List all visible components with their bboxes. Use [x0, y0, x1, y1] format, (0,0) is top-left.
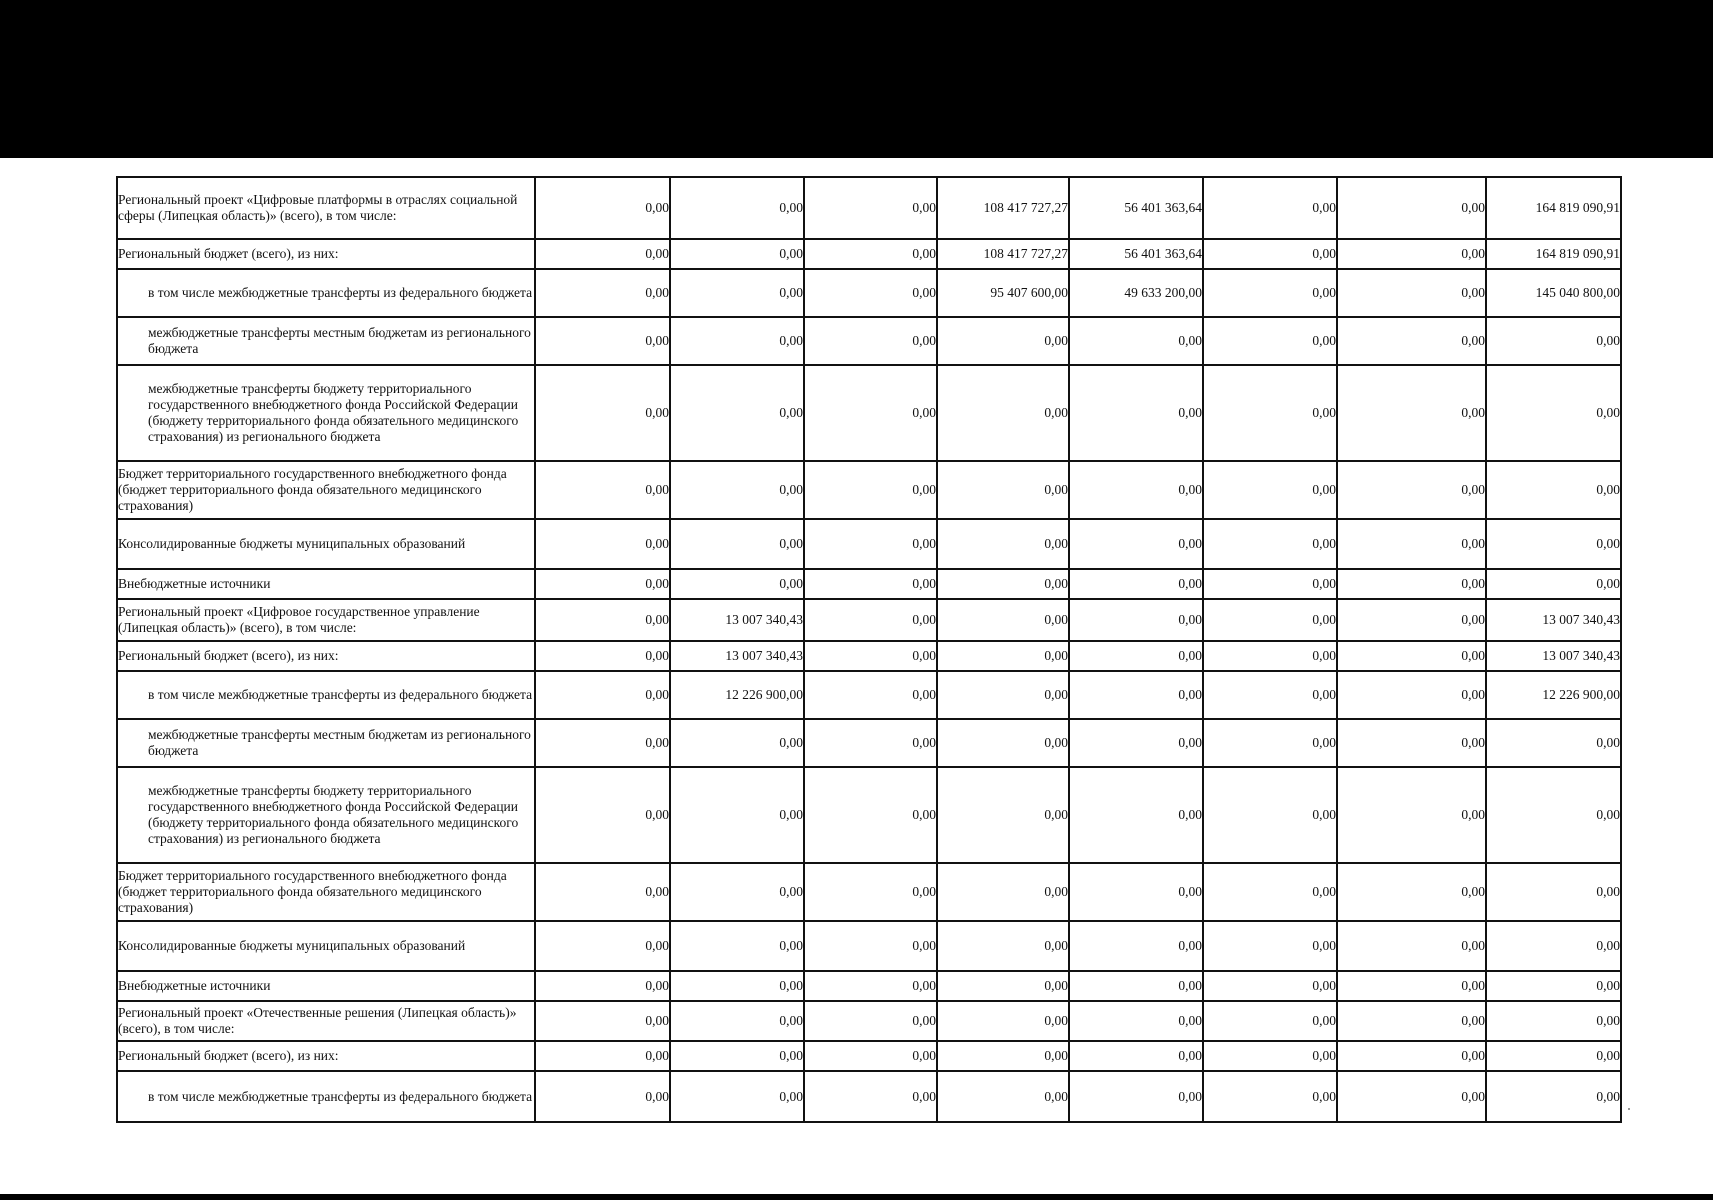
- amount-cell: 0,00: [1486, 317, 1621, 365]
- row-label-indented: в том числе межбюджетные трансферты из федерального бюджета: [117, 1071, 535, 1122]
- amount-cell: 0,00: [1069, 921, 1203, 971]
- amount-cell: 0,00: [1337, 921, 1486, 971]
- table-row: [117, 1001, 1621, 1041]
- amount-cell: 0,00: [1337, 461, 1486, 519]
- amount-cell: 0,00: [670, 461, 804, 519]
- amount-cell: 49 633 200,00: [1069, 269, 1203, 317]
- amount-cell: 0,00: [804, 671, 937, 719]
- amount-cell: 0,00: [937, 569, 1069, 599]
- amount-cell: 0,00: [1337, 1071, 1486, 1122]
- amount-cell: 0,00: [1203, 177, 1337, 239]
- amount-cell: 0,00: [1203, 239, 1337, 269]
- amount-cell: 0,00: [1486, 1041, 1621, 1071]
- amount-cell: 0,00: [804, 599, 937, 641]
- amount-cell: 0,00: [1337, 269, 1486, 317]
- amount-cell: 0,00: [937, 599, 1069, 641]
- amount-cell: 0,00: [1203, 767, 1337, 863]
- row-label: Внебюджетные источники: [117, 971, 535, 1001]
- amount-cell: 0,00: [1203, 461, 1337, 519]
- amount-cell: 0,00: [535, 519, 670, 569]
- amount-cell: 0,00: [670, 317, 804, 365]
- table-row: [117, 269, 1621, 317]
- amount-cell: 0,00: [804, 719, 937, 767]
- amount-cell: 0,00: [535, 239, 670, 269]
- amount-cell: 0,00: [670, 719, 804, 767]
- row-label: Региональный проект «Отечественные решения (Липецкая область)» (всего), в том числе:: [117, 1001, 535, 1041]
- amount-cell: 108 417 727,27: [937, 239, 1069, 269]
- amount-cell: 0,00: [535, 971, 670, 1001]
- amount-cell: 0,00: [535, 641, 670, 671]
- amount-cell: 0,00: [1203, 1071, 1337, 1122]
- amount-cell: 0,00: [937, 719, 1069, 767]
- amount-cell: 0,00: [1069, 641, 1203, 671]
- row-label-indented: в том числе межбюджетные трансферты из федерального бюджета: [117, 269, 535, 317]
- amount-cell: 0,00: [1203, 1041, 1337, 1071]
- table-row: [117, 767, 1621, 863]
- table-row: [117, 519, 1621, 569]
- amount-cell: 0,00: [1203, 599, 1337, 641]
- amount-cell: 0,00: [670, 921, 804, 971]
- amount-cell: 95 407 600,00: [937, 269, 1069, 317]
- row-label: Региональный проект «Цифровое государственное управление (Липецкая область)» (всего), в том числе:: [117, 599, 535, 641]
- amount-cell: 0,00: [1203, 971, 1337, 1001]
- amount-cell: 0,00: [1203, 671, 1337, 719]
- amount-cell: 0,00: [1069, 671, 1203, 719]
- table-row: [117, 317, 1621, 365]
- amount-cell: 108 417 727,27: [937, 177, 1069, 239]
- amount-cell: 0,00: [1486, 719, 1621, 767]
- amount-cell: 0,00: [937, 641, 1069, 671]
- table-row: [117, 719, 1621, 767]
- amount-cell: 0,00: [1486, 461, 1621, 519]
- amount-cell: 0,00: [1337, 599, 1486, 641]
- amount-cell: 0,00: [804, 269, 937, 317]
- amount-cell: 13 007 340,43: [670, 599, 804, 641]
- amount-cell: 0,00: [804, 519, 937, 569]
- row-label: Консолидированные бюджеты муниципальных образований: [117, 921, 535, 971]
- amount-cell: 164 819 090,91: [1486, 239, 1621, 269]
- row-label-indented: межбюджетные трансферты бюджету территориального государственного внебюджетного фонда Российской Федерации (бюджету территориального фонда обязательного медицинского страхования) из регионального бюджета: [117, 767, 535, 863]
- amount-cell: 0,00: [670, 1001, 804, 1041]
- amount-cell: 0,00: [1486, 519, 1621, 569]
- amount-cell: 0,00: [1486, 365, 1621, 461]
- amount-cell: 0,00: [804, 767, 937, 863]
- amount-cell: 13 007 340,43: [670, 641, 804, 671]
- amount-cell: 0,00: [1203, 365, 1337, 461]
- amount-cell: 0,00: [804, 641, 937, 671]
- amount-cell: 12 226 900,00: [1486, 671, 1621, 719]
- amount-cell: 0,00: [670, 365, 804, 461]
- amount-cell: 0,00: [804, 921, 937, 971]
- amount-cell: 0,00: [1069, 599, 1203, 641]
- amount-cell: 0,00: [1069, 863, 1203, 921]
- amount-cell: 0,00: [937, 921, 1069, 971]
- amount-cell: 0,00: [804, 1001, 937, 1041]
- amount-cell: 0,00: [1486, 1001, 1621, 1041]
- row-label: Региональный бюджет (всего), из них:: [117, 1041, 535, 1071]
- amount-cell: 0,00: [1337, 239, 1486, 269]
- amount-cell: 0,00: [937, 1041, 1069, 1071]
- table-body: [117, 177, 1621, 1122]
- amount-cell: 0,00: [804, 177, 937, 239]
- amount-cell: 0,00: [670, 1071, 804, 1122]
- amount-cell: 0,00: [670, 971, 804, 1001]
- amount-cell: 0,00: [804, 461, 937, 519]
- table-row: [117, 971, 1621, 1001]
- amount-cell: 0,00: [1337, 317, 1486, 365]
- table-row: [117, 599, 1621, 641]
- amount-cell: 0,00: [1337, 1001, 1486, 1041]
- amount-cell: 13 007 340,43: [1486, 599, 1621, 641]
- amount-cell: 0,00: [535, 269, 670, 317]
- amount-cell: 0,00: [535, 569, 670, 599]
- amount-cell: 0,00: [1486, 1071, 1621, 1122]
- table-row: [117, 365, 1621, 461]
- amount-cell: 0,00: [1337, 177, 1486, 239]
- amount-cell: 0,00: [1486, 863, 1621, 921]
- amount-cell: 0,00: [804, 971, 937, 1001]
- amount-cell: 0,00: [1203, 719, 1337, 767]
- amount-cell: 0,00: [670, 239, 804, 269]
- scan-artifact: [1628, 1108, 1630, 1110]
- row-label: Региональный бюджет (всего), из них:: [117, 239, 535, 269]
- amount-cell: 0,00: [1486, 921, 1621, 971]
- table-row: [117, 177, 1621, 239]
- amount-cell: 0,00: [1337, 519, 1486, 569]
- amount-cell: 0,00: [535, 365, 670, 461]
- amount-cell: 145 040 800,00: [1486, 269, 1621, 317]
- row-label: Внебюджетные источники: [117, 569, 535, 599]
- amount-cell: 0,00: [937, 365, 1069, 461]
- row-label: Региональный проект «Цифровые платформы в отраслях социальной сферы (Липецкая область)» (всего), в том числе:: [117, 177, 535, 239]
- amount-cell: 56 401 363,64: [1069, 177, 1203, 239]
- table-row: [117, 239, 1621, 269]
- amount-cell: 0,00: [1337, 971, 1486, 1001]
- amount-cell: 0,00: [670, 863, 804, 921]
- amount-cell: 0,00: [804, 569, 937, 599]
- scan-top-border: [0, 0, 1713, 158]
- amount-cell: 0,00: [1203, 641, 1337, 671]
- amount-cell: 0,00: [1337, 767, 1486, 863]
- amount-cell: 13 007 340,43: [1486, 641, 1621, 671]
- amount-cell: 0,00: [670, 269, 804, 317]
- amount-cell: 0,00: [1203, 863, 1337, 921]
- amount-cell: 0,00: [535, 1001, 670, 1041]
- amount-cell: 0,00: [1069, 569, 1203, 599]
- amount-cell: 0,00: [535, 1041, 670, 1071]
- amount-cell: 0,00: [804, 239, 937, 269]
- amount-cell: 0,00: [1203, 569, 1337, 599]
- table-row: [117, 641, 1621, 671]
- table-row: [117, 921, 1621, 971]
- amount-cell: 0,00: [535, 461, 670, 519]
- amount-cell: 0,00: [1203, 269, 1337, 317]
- amount-cell: 0,00: [804, 1071, 937, 1122]
- amount-cell: 0,00: [535, 863, 670, 921]
- row-label-indented: межбюджетные трансферты местным бюджетам из регионального бюджета: [117, 719, 535, 767]
- amount-cell: 0,00: [804, 863, 937, 921]
- amount-cell: 0,00: [1337, 569, 1486, 599]
- amount-cell: 0,00: [1337, 719, 1486, 767]
- amount-cell: 0,00: [1203, 1001, 1337, 1041]
- amount-cell: 0,00: [535, 599, 670, 641]
- amount-cell: 0,00: [1069, 519, 1203, 569]
- amount-cell: 0,00: [535, 671, 670, 719]
- amount-cell: 0,00: [535, 921, 670, 971]
- amount-cell: 0,00: [1069, 719, 1203, 767]
- amount-cell: 0,00: [1069, 1071, 1203, 1122]
- amount-cell: 0,00: [670, 569, 804, 599]
- amount-cell: 0,00: [1069, 1041, 1203, 1071]
- amount-cell: 0,00: [1337, 365, 1486, 461]
- amount-cell: 0,00: [804, 365, 937, 461]
- amount-cell: 0,00: [1069, 317, 1203, 365]
- amount-cell: 0,00: [1069, 971, 1203, 1001]
- amount-cell: 12 226 900,00: [670, 671, 804, 719]
- amount-cell: 164 819 090,91: [1486, 177, 1621, 239]
- amount-cell: 0,00: [670, 767, 804, 863]
- amount-cell: 0,00: [937, 317, 1069, 365]
- row-label: Консолидированные бюджеты муниципальных образований: [117, 519, 535, 569]
- amount-cell: 0,00: [1486, 971, 1621, 1001]
- amount-cell: 0,00: [937, 1001, 1069, 1041]
- amount-cell: 0,00: [1069, 365, 1203, 461]
- table-row: [117, 569, 1621, 599]
- amount-cell: 56 401 363,64: [1069, 239, 1203, 269]
- row-label: Региональный бюджет (всего), из них:: [117, 641, 535, 671]
- row-label-indented: межбюджетные трансферты бюджету территориального государственного внебюджетного фонда Российской Федерации (бюджету территориального фонда обязательного медицинского страхования) из регионального бюджета: [117, 365, 535, 461]
- row-label-indented: в том числе межбюджетные трансферты из федерального бюджета: [117, 671, 535, 719]
- amount-cell: 0,00: [1337, 671, 1486, 719]
- amount-cell: 0,00: [535, 1071, 670, 1122]
- amount-cell: 0,00: [535, 719, 670, 767]
- amount-cell: 0,00: [1069, 767, 1203, 863]
- amount-cell: 0,00: [937, 1071, 1069, 1122]
- amount-cell: 0,00: [1069, 1001, 1203, 1041]
- amount-cell: 0,00: [535, 177, 670, 239]
- amount-cell: 0,00: [1203, 921, 1337, 971]
- amount-cell: 0,00: [937, 519, 1069, 569]
- row-label: Бюджет территориального государственного внебюджетного фонда (бюджет территориального фонда обязательного медицинского страхования): [117, 461, 535, 519]
- amount-cell: 0,00: [937, 671, 1069, 719]
- amount-cell: 0,00: [804, 317, 937, 365]
- table-row: [117, 461, 1621, 519]
- amount-cell: 0,00: [1203, 519, 1337, 569]
- amount-cell: 0,00: [1486, 767, 1621, 863]
- budget-table: [116, 176, 1622, 1123]
- amount-cell: 0,00: [1337, 1041, 1486, 1071]
- amount-cell: 0,00: [937, 461, 1069, 519]
- amount-cell: 0,00: [1069, 461, 1203, 519]
- table-row: [117, 1071, 1621, 1122]
- amount-cell: 0,00: [804, 1041, 937, 1071]
- amount-cell: 0,00: [937, 971, 1069, 1001]
- amount-cell: 0,00: [937, 767, 1069, 863]
- table-row: [117, 671, 1621, 719]
- table-row: [117, 1041, 1621, 1071]
- amount-cell: 0,00: [1337, 641, 1486, 671]
- amount-cell: 0,00: [1203, 317, 1337, 365]
- row-label-indented: межбюджетные трансферты местным бюджетам из регионального бюджета: [117, 317, 535, 365]
- amount-cell: 0,00: [1486, 569, 1621, 599]
- amount-cell: 0,00: [670, 1041, 804, 1071]
- scan-bottom-border: [0, 1194, 1713, 1200]
- amount-cell: 0,00: [937, 863, 1069, 921]
- table-row: [117, 863, 1621, 921]
- amount-cell: 0,00: [670, 519, 804, 569]
- amount-cell: 0,00: [535, 317, 670, 365]
- amount-cell: 0,00: [1337, 863, 1486, 921]
- amount-cell: 0,00: [535, 767, 670, 863]
- amount-cell: 0,00: [670, 177, 804, 239]
- row-label: Бюджет территориального государственного внебюджетного фонда (бюджет территориального фонда обязательного медицинского страхования): [117, 863, 535, 921]
